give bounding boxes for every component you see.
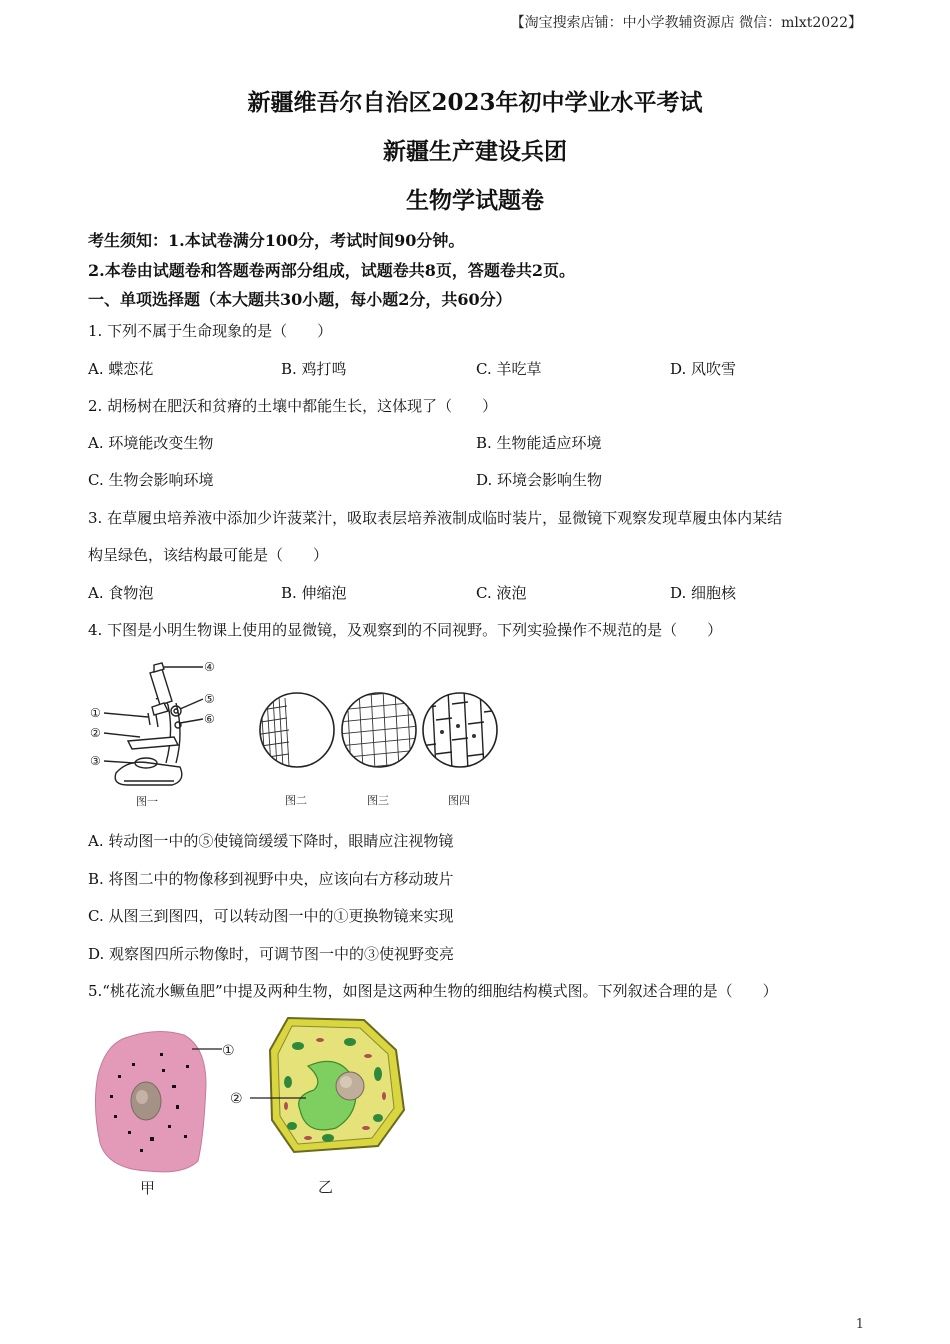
q2-option-d: D. 环境会影响生物 [476, 471, 603, 489]
exam-title: 新疆维吾尔自治区2023年初中学业水平考试 [247, 89, 703, 116]
microscope-view-4 [420, 690, 506, 810]
cell-label-1: ① [222, 1043, 235, 1059]
q3-stem-line-1: 3. 在草履虫培养液中添加少许菠菜汁，吸取表层培养液制成临时装片，显微镜下观察发现草履虫体内某结 [88, 509, 783, 527]
figure-caption-yi: 乙 [318, 1178, 334, 1196]
q3-stem-line-2: 构呈绿色，该结构最可能是（ ） [88, 546, 329, 564]
q2-option-b: B. 生物能适应环境 [476, 434, 602, 452]
paper-title: 生物学试题卷 [406, 187, 544, 214]
q1-option-c: C. 羊吃草 [476, 360, 542, 378]
microscope-label-5: ⑤ [204, 692, 215, 706]
notice-line-1: 考生须知：1.本试卷满分100分，考试时间90分钟。 [88, 231, 465, 250]
q3-option-a: A. 食物泡 [88, 584, 154, 602]
page-number: 1 [855, 1317, 864, 1332]
q1-option-b: B. 鸡打鸣 [281, 360, 347, 378]
q3-option-d: D. 细胞核 [670, 584, 737, 602]
figure-caption-jia: 甲 [140, 1179, 156, 1197]
plant-cell-figure [228, 1010, 413, 1200]
q3-option-c: C. 液泡 [476, 584, 527, 602]
q2-option-c: C. 生物会影响环境 [88, 471, 214, 489]
notice-line-2: 2.本卷由试题卷和答题卷两部分组成，试题卷共8页，答题卷共2页。 [88, 261, 575, 280]
microscope-figure [88, 655, 228, 810]
microscope-label-4: ④ [204, 660, 215, 674]
q1-stem: 1. 下列不属于生命现象的是（ ） [88, 322, 333, 340]
q1-option-a: A. 蝶恋花 [88, 360, 154, 378]
microscope-label-3: ③ [90, 754, 101, 768]
q5-stem: 5.“桃花流水鳜鱼肥”中提及两种生物，如图是这两种生物的细胞结构模式图。下列叙述合理的是（ ） [88, 982, 778, 1000]
exam-subtitle: 新疆生产建设兵团 [383, 138, 567, 165]
figure-caption-4: 图四 [448, 794, 470, 807]
q3-option-b: B. 伸缩泡 [281, 584, 347, 602]
q4-option-a: A. 转动图一中的⑤使镜筒缓缓下降时，眼睛应注视物镜 [88, 832, 454, 850]
q4-option-b: B. 将图二中的物像移到视野中央，应该向右方移动玻片 [88, 870, 454, 888]
microscope-view-2 [257, 690, 343, 810]
header-note: 【淘宝搜索店铺：中小学教辅资源店 微信：mlxt2022】 [510, 15, 862, 31]
q4-option-d: D. 观察图四所示物像时，可调节图一中的③使视野变亮 [88, 945, 455, 963]
q2-stem: 2. 胡杨树在肥沃和贫瘠的土壤中都能生长，这体现了（ ） [88, 397, 498, 415]
q1-option-d: D. 风吹雪 [670, 360, 737, 378]
microscope-label-2: ② [90, 726, 101, 740]
microscope-label-1: ① [90, 706, 101, 720]
section-heading: 一、单项选择题（本大题共30小题，每小题2分，共60分） [88, 290, 512, 309]
microscope-label-6: ⑥ [204, 712, 215, 726]
q2-option-a: A. 环境能改变生物 [88, 434, 214, 452]
microscope-view-3 [339, 690, 425, 810]
figure-caption-3: 图三 [367, 794, 389, 807]
q4-stem: 4. 下图是小明生物课上使用的显微镜，及观察到的不同视野。下列实验操作不规范的是（ ） [88, 621, 723, 639]
figure-caption-1: 图一 [136, 795, 158, 808]
cell-label-2: ② [230, 1091, 243, 1107]
figure-caption-2: 图二 [285, 794, 307, 807]
q4-option-c: C. 从图三到图四，可以转动图一中的①更换物镜来实现 [88, 907, 454, 925]
